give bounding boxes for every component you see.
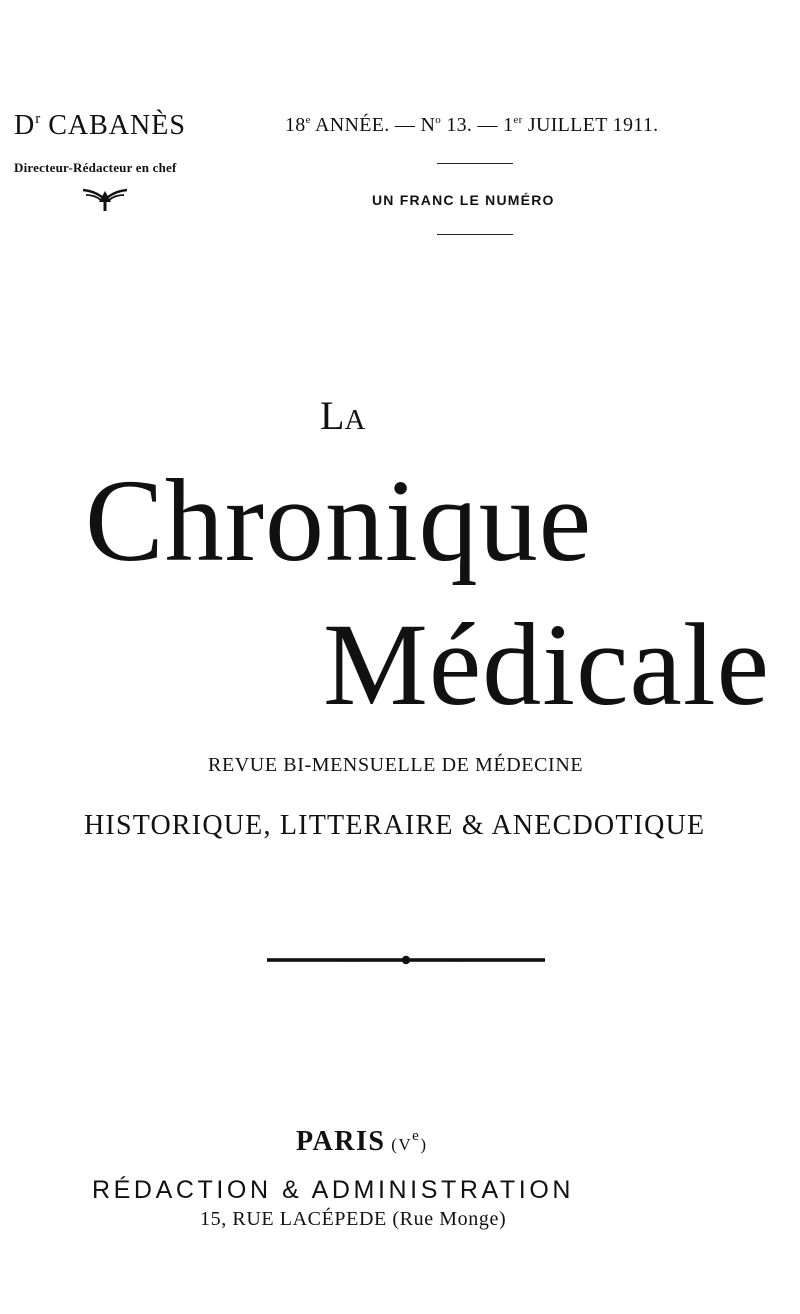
editor-surname: CABANÈS bbox=[48, 110, 186, 141]
title-article-initial: L bbox=[320, 393, 345, 438]
price-line: UN FRANC LE NUMÉRO bbox=[372, 192, 555, 208]
header-rule-bottom bbox=[437, 234, 513, 235]
issue-number-text: 13. — 1 bbox=[441, 114, 514, 136]
arrondissement-sup: e bbox=[412, 1128, 421, 1144]
arrondissement-open: (V bbox=[385, 1135, 413, 1154]
issue-line bbox=[285, 114, 658, 137]
editor-role: Directeur-Rédacteur en chef bbox=[14, 160, 177, 175]
editor-prefix: D bbox=[14, 110, 36, 141]
ornamental-rule-icon bbox=[265, 952, 547, 968]
issue-day-sup: er bbox=[513, 114, 523, 126]
title-line-2: Médicale bbox=[323, 599, 770, 730]
issue-year-sup: e bbox=[305, 114, 311, 126]
fleuron-ornament-icon bbox=[80, 186, 130, 212]
arrondissement-close: ) bbox=[420, 1135, 428, 1154]
issue-year-text: ANNÉE. — N bbox=[310, 114, 436, 136]
issue-number-sup: o bbox=[435, 114, 442, 126]
subtitle-line-1: REVUE BI-MENSUELLE DE MÉDECINE bbox=[208, 754, 584, 776]
title-article bbox=[320, 392, 365, 439]
editor-name bbox=[14, 110, 186, 142]
title-article-rest: A bbox=[344, 404, 366, 436]
address-line: 15, RUE LACÉPEDE (Rue Monge) bbox=[200, 1208, 507, 1230]
subtitle-line-2: HISTORIQUE, LITTERAIRE & ANECDOTIQUE bbox=[84, 810, 706, 841]
city-line bbox=[296, 1126, 427, 1158]
title-line-1: Chronique bbox=[85, 455, 593, 586]
city-name: PARIS bbox=[296, 1126, 386, 1157]
header-rule-top bbox=[437, 163, 513, 164]
editor-prefix-sup: r bbox=[35, 111, 41, 127]
issue-date-text: JUILLET 1911. bbox=[522, 114, 659, 136]
admin-line: RÉDACTION & ADMINISTRATION bbox=[92, 1176, 575, 1204]
issue-year-number: 18 bbox=[285, 114, 306, 136]
